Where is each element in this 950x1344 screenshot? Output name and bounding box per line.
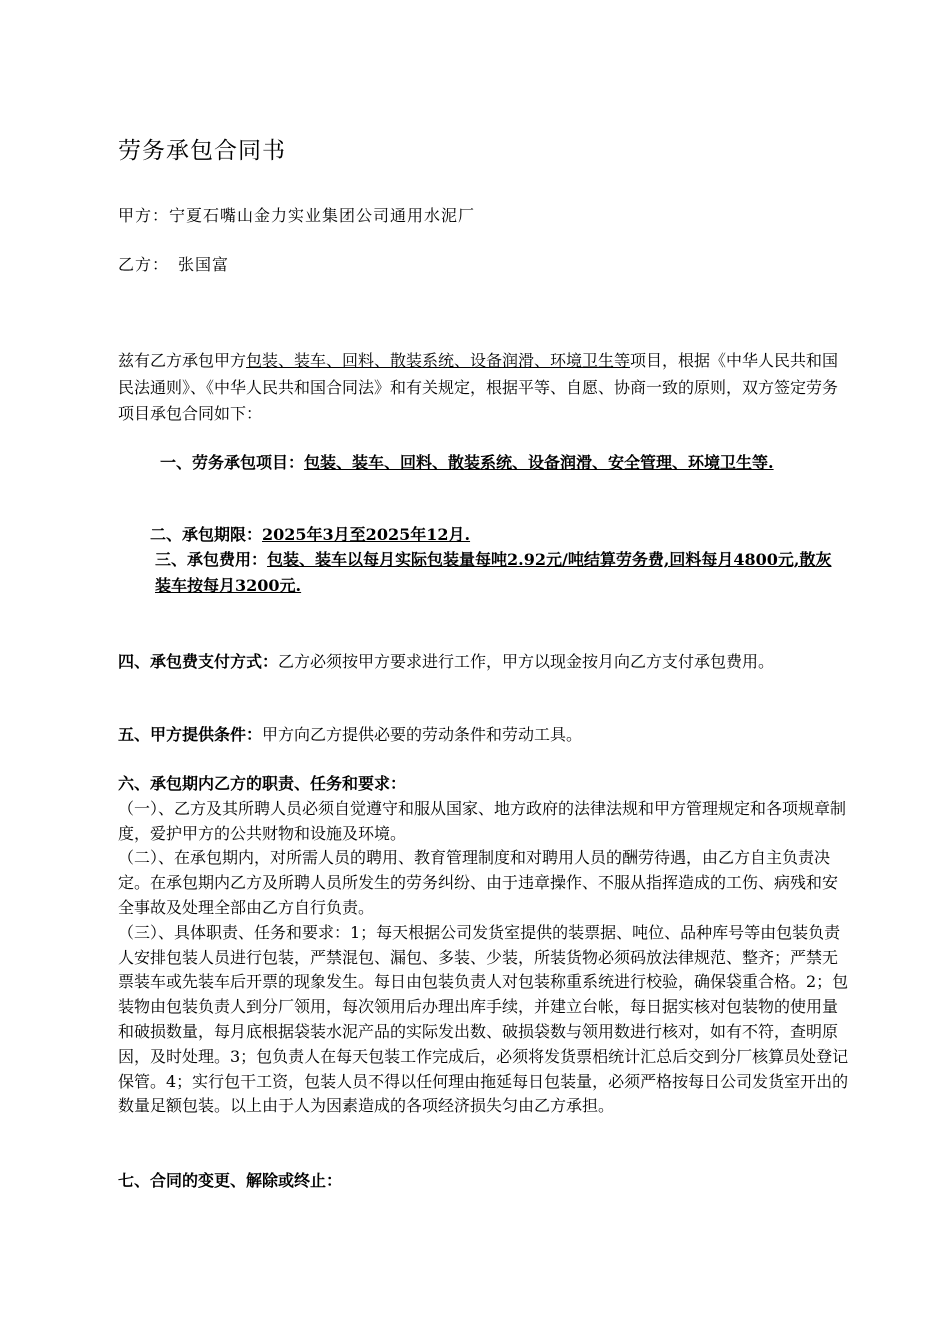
clause-3-value: 包装、装车以每月实际包装量每吨2.92元/吨结算劳务费,回料每月4800元,散灰装车按每月3200元. (155, 550, 832, 595)
intro-paragraph (118, 348, 843, 428)
clause-3 (155, 547, 843, 599)
clause-4-value: 乙方必须按甲方要求进行工作，甲方以现金按月向乙方支付承包费用。 (278, 652, 775, 671)
clause-2 (150, 522, 843, 548)
document-title: 劳务承包合同书 (118, 138, 286, 164)
clause-5-label: 五、甲方提供条件： (118, 725, 263, 744)
clause-4-label: 四、承包费支付方式： (118, 652, 279, 671)
clause-5 (118, 722, 846, 748)
intro-prefix: 兹有乙方承包甲方 (118, 351, 247, 370)
party-a: 甲方：宁夏石嘴山金力实业集团公司通用水泥厂 (118, 206, 476, 225)
clause-6-paragraph-1: （一）、乙方及其所聘人员必须自觉遵守和服从国家、地方政府的法律法规和甲方管理规定和各项规章制度，爱护甲方的公共财物和设施及环境。 (118, 798, 847, 843)
clause-6-heading: 六、承包期内乙方的职责、任务和要求： (118, 774, 407, 793)
intro-suffix: 项目，根据《中华人民共和国民法通则》、《中华人民共和国合同法》和有关规定，根据平等、自愿、协商一致的原则，双方签定劳务项目承包合同如下： (118, 351, 839, 423)
clause-1 (160, 450, 843, 476)
clause-3-label: 三、承包费用： (155, 550, 268, 569)
clause-4 (118, 650, 846, 674)
clause-6 (118, 772, 851, 1119)
clause-1-value: 包装、装车、回料、散装系统、设备润滑、安全管理、环境卫生等. (304, 453, 774, 472)
clause-2-label: 二、承包期限： (150, 525, 263, 544)
clause-5-value: 甲方向乙方提供必要的劳动条件和劳动工具。 (262, 725, 583, 744)
intro-scope: 包装、装车、回料、散装系统、设备润滑、环境卫生等 (246, 351, 631, 370)
clause-2-value: 2025年3月至2025年12月. (262, 525, 471, 544)
clause-6-paragraph-3: （三）、具体职责、任务和要求：1；每天根据公司发货室提供的装票据、吨位、品种库号等由包装负责人安排包装人员进行包装，严禁混包、漏包、多装、少装，所装货物必须码放法律规范、整齐；严禁无票装车或先装车后开票的现象发生。每日由包装负责人对包装称重系统进行校验，确保袋重合格。2；包装物由包装负责人到分厂领用，每次领用后办理出库手续，并建立台帐，每日据实核对包装物的使用量和破损数量，每月底根据袋装水泥产品的实际发出数、破损袋数与领用数进行核对，如有不符，查明原因，及时处理。3；包负责人在每天包装工作完成后，必须将发货票梠统计汇总后交到分厂核算员处登记保管。4；实行包干工资，包装人员不得以任何理由拖延每日包装量，必须严格按每日公司发货室开出的数量足额包装。以上由于人为因素造成的各项经济损失匀由乙方承担。 (118, 922, 849, 1116)
clause-7-heading: 七、合同的变更、解除或终止： (118, 1171, 343, 1190)
party-b: 乙方： 张国富 (118, 255, 230, 274)
clause-1-label: 一、劳务承包项目： (160, 453, 305, 472)
clause-6-paragraph-2: （二）、在承包期内，对所需人员的聘用、教育管理制度和对聘用人员的酬劳待遇，由乙方自主负责决定。在承包期内乙方及所聘人员所发生的劳务纠纷、由于违章操作、不服从指挥造成的工伤、病残和安全事故及处理全部由乙方自行负责。 (118, 848, 839, 917)
